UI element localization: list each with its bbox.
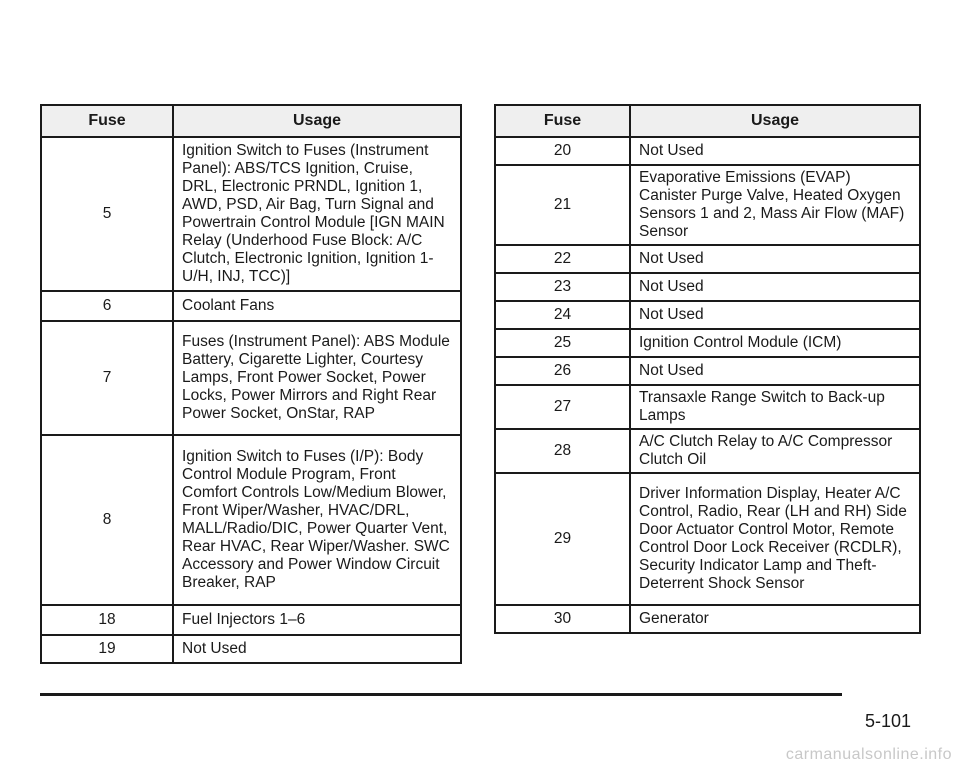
fuse-number: 28 bbox=[495, 429, 630, 473]
fuse-usage: Evaporative Emissions (EVAP) Canister Purge Valve, Heated Oxygen Sensors 1 and 2, Mass Air Flow (MAF) Sensor bbox=[630, 165, 920, 245]
fuse-number: 22 bbox=[495, 245, 630, 273]
fuse-usage: Not Used bbox=[173, 635, 461, 663]
table-row bbox=[41, 321, 461, 435]
table-row bbox=[495, 329, 920, 357]
table-row bbox=[495, 385, 920, 429]
table-row bbox=[41, 605, 461, 635]
table-row bbox=[495, 273, 920, 301]
table-row bbox=[41, 137, 461, 291]
fuse-usage: Ignition Switch to Fuses (Instrument Panel): ABS/TCS Ignition, Cruise, DRL, Electronic PRNDL, Ignition 1, AWD, PSD, Air Bag, Turn Signal and Powertrain Control Module [IGN MAIN Relay (Underhood Fuse Block: A/C Clutch, Electronic Ignition, Ignition 1-U/H, INJ, TCC)] bbox=[173, 137, 461, 291]
fuse-number: 26 bbox=[495, 357, 630, 385]
fuse-number: 25 bbox=[495, 329, 630, 357]
table-header-row bbox=[41, 105, 461, 137]
table-row bbox=[495, 473, 920, 605]
fuse-usage: Fuel Injectors 1–6 bbox=[173, 605, 461, 635]
table-row bbox=[495, 429, 920, 473]
fuse-number: 21 bbox=[495, 165, 630, 245]
column-header-usage: Usage bbox=[173, 105, 461, 137]
fuse-number: 6 bbox=[41, 291, 173, 321]
table-row bbox=[495, 301, 920, 329]
fuse-usage: Not Used bbox=[630, 245, 920, 273]
table-row bbox=[495, 605, 920, 633]
table-row bbox=[41, 435, 461, 605]
fuse-usage: Not Used bbox=[630, 137, 920, 165]
fuse-number: 27 bbox=[495, 385, 630, 429]
fuse-usage: Not Used bbox=[630, 301, 920, 329]
fuse-number: 18 bbox=[41, 605, 173, 635]
column-header-fuse: Fuse bbox=[495, 105, 630, 137]
column-header-usage: Usage bbox=[630, 105, 920, 137]
watermark: carmanualsonline.info bbox=[785, 746, 952, 763]
fuse-number: 8 bbox=[41, 435, 173, 605]
table-row bbox=[495, 357, 920, 385]
fuse-table-right bbox=[494, 104, 921, 634]
fuse-usage: Not Used bbox=[630, 357, 920, 385]
footer-divider bbox=[40, 693, 842, 696]
fuse-usage: Transaxle Range Switch to Back-up Lamps bbox=[630, 385, 920, 429]
fuse-number: 24 bbox=[495, 301, 630, 329]
table-header-row bbox=[495, 105, 920, 137]
page-number: 5-101 bbox=[865, 711, 912, 731]
fuse-number: 20 bbox=[495, 137, 630, 165]
fuse-usage: Ignition Control Module (ICM) bbox=[630, 329, 920, 357]
fuse-usage: Coolant Fans bbox=[173, 291, 461, 321]
fuse-number: 5 bbox=[41, 137, 173, 291]
table-row bbox=[495, 137, 920, 165]
fuse-number: 23 bbox=[495, 273, 630, 301]
fuse-usage: Ignition Switch to Fuses (I/P): Body Control Module Program, Front Comfort Controls Low/Medium Blower, Front Wiper/Washer, HVAC/DRL, MALL/Radio/DIC, Power Quarter Vent, Rear HVAC, Rear Wiper/Washer. SWC Accessory and Power Window Circuit Breaker, RAP bbox=[173, 435, 461, 605]
table-row bbox=[41, 291, 461, 321]
fuse-number: 30 bbox=[495, 605, 630, 633]
fuse-usage: A/C Clutch Relay to A/C Compressor Clutch Oil bbox=[630, 429, 920, 473]
fuse-number: 29 bbox=[495, 473, 630, 605]
table-row bbox=[41, 635, 461, 663]
fuse-usage: Generator bbox=[630, 605, 920, 633]
fuse-number: 19 bbox=[41, 635, 173, 663]
fuse-usage: Fuses (Instrument Panel): ABS Module Battery, Cigarette Lighter, Courtesy Lamps, Front Power Socket, Power Locks, Power Mirrors and Right Rear Power Socket, OnStar, RAP bbox=[173, 321, 461, 435]
fuse-number: 7 bbox=[41, 321, 173, 435]
table-row bbox=[495, 165, 920, 245]
fuse-table-left bbox=[40, 104, 462, 664]
column-header-fuse: Fuse bbox=[41, 105, 173, 137]
table-row bbox=[495, 245, 920, 273]
fuse-usage: Not Used bbox=[630, 273, 920, 301]
fuse-usage: Driver Information Display, Heater A/C Control, Radio, Rear (LH and RH) Side Door Actuator Control Motor, Remote Control Door Lock Receiver (RCDLR), Security Indicator Lamp and Theft-Deterrent Shock Sensor bbox=[630, 473, 920, 605]
